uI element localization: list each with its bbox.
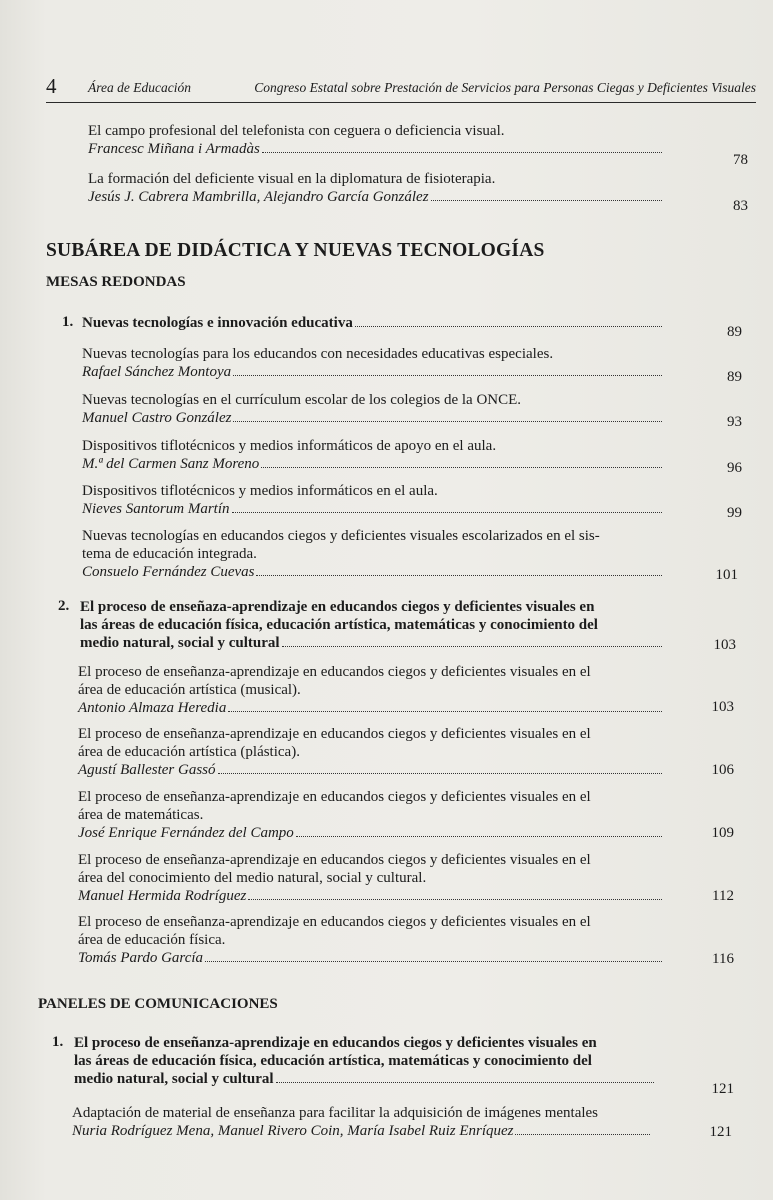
entry-page: 96 bbox=[727, 460, 742, 476]
toc-entry bbox=[78, 788, 666, 842]
toc-entry bbox=[72, 1104, 654, 1140]
entry-author: Rafael Sánchez Montoya bbox=[82, 364, 232, 380]
entry-author: Francesc Miñana i Armadàs bbox=[88, 141, 260, 157]
toc-entry bbox=[82, 482, 666, 518]
entry-title: Dispositivos tiflotécnicos y medios informáticos en el aula. bbox=[82, 483, 438, 499]
entry-page: 101 bbox=[715, 567, 738, 583]
section-number: 2. bbox=[58, 598, 70, 614]
section-page: 89 bbox=[727, 324, 742, 340]
toc-entry bbox=[82, 391, 666, 427]
subarea-title: SUBÁREA DE DIDÁCTICA Y NUEVAS TECNOLOGÍAS bbox=[46, 240, 545, 261]
toc-entry bbox=[78, 851, 666, 905]
entry-title-cont: área de educación física. bbox=[78, 932, 226, 948]
entry-title: Nuevas tecnologías para los educandos con necesidades educativas especiales. bbox=[82, 346, 554, 362]
section-heading bbox=[80, 598, 666, 652]
entry-title-cont: área de educación artística (plástica). bbox=[78, 744, 300, 760]
running-header bbox=[46, 76, 756, 103]
entry-title: Nuevas tecnologías en educandos ciegos y deficientes visuales escolarizados en el sis- bbox=[82, 528, 600, 544]
section-page: 103 bbox=[713, 637, 736, 653]
toc-entry bbox=[82, 437, 666, 473]
toc-entry bbox=[82, 527, 666, 581]
entry-author: Agustí Ballester Gassó bbox=[78, 762, 216, 778]
entry-author: Nieves Santorum Martín bbox=[82, 501, 230, 517]
entry-author: José Enrique Fernández del Campo bbox=[78, 825, 294, 841]
entry-page: 121 bbox=[709, 1124, 732, 1140]
section-heading-line: las áreas de educación física, educación artística, matemáticas y conocimiento del bbox=[74, 1053, 592, 1069]
entry-author: Jesús J. Cabrera Mambrilla, Alejandro García González bbox=[88, 189, 429, 205]
mesas-title: MESAS REDONDAS bbox=[46, 274, 186, 290]
entry-page: 112 bbox=[712, 888, 734, 904]
entry-title: El proceso de enseñanza-aprendizaje en educandos ciegos y deficientes visuales en el bbox=[78, 789, 591, 805]
section-heading bbox=[82, 314, 666, 332]
section-heading-line: las áreas de educación física, educación artística, matemáticas y conocimiento del bbox=[80, 617, 598, 633]
entry-title-cont: área del conocimiento del medio natural, social y cultural. bbox=[78, 870, 427, 886]
entry-title: El proceso de enseñanza-aprendizaje en educandos ciegos y deficientes visuales en el bbox=[78, 664, 591, 680]
entry-title: Nuevas tecnologías en el currículum escolar de los colegios de la ONCE. bbox=[82, 392, 522, 408]
entry-page: 106 bbox=[711, 762, 734, 778]
toc-entry bbox=[78, 725, 666, 779]
entry-title-cont: área de educación artística (musical). bbox=[78, 682, 301, 698]
entry-title: Adaptación de material de enseñanza para facilitar la adquisición de imágenes mentales bbox=[72, 1105, 599, 1121]
section-heading-text: Nuevas tecnologías e innovación educativa bbox=[82, 315, 353, 331]
entry-title: Dispositivos tiflotécnicos y medios informáticos de apoyo en el aula. bbox=[82, 438, 497, 454]
toc-entry bbox=[78, 663, 666, 717]
header-conference: Congreso Estatal sobre Prestación de Servicios para Personas Ciegas y Deficientes Visuales bbox=[254, 80, 756, 95]
entry-title: La formación del deficiente visual en la diplomatura de fisioterapia. bbox=[88, 171, 496, 187]
page-number: 4 bbox=[46, 74, 57, 98]
entry-page: 89 bbox=[727, 369, 742, 385]
entry-page: 78 bbox=[733, 152, 748, 168]
section-heading-line: El proceso de enseñanza-aprendizaje en educandos ciegos y deficientes visuales en bbox=[74, 1035, 597, 1051]
entry-title-cont: área de matemáticas. bbox=[78, 807, 204, 823]
section-page: 121 bbox=[711, 1081, 734, 1097]
entry-title-cont: tema de educación integrada. bbox=[82, 546, 257, 562]
entry-page: 116 bbox=[712, 951, 734, 967]
section-number: 1. bbox=[62, 314, 74, 330]
entry-author: Manuel Hermida Rodríguez bbox=[78, 888, 247, 904]
entry-author: Consuelo Fernández Cuevas bbox=[82, 564, 255, 580]
section-heading-line: medio natural, social y cultural bbox=[80, 635, 280, 651]
entry-title: El proceso de enseñanza-aprendizaje en educandos ciegos y deficientes visuales en el bbox=[78, 726, 591, 742]
entry-author: Tomás Pardo García bbox=[78, 950, 204, 966]
entry-author: Nuria Rodríguez Mena, Manuel Rivero Coin, María Isabel Ruiz Enríquez bbox=[72, 1123, 514, 1139]
entry-author: Antonio Almaza Heredia bbox=[78, 700, 227, 716]
entry-page: 99 bbox=[727, 505, 742, 521]
header-area: Área de Educación bbox=[88, 80, 191, 95]
section-heading-line: El proceso de enseñaza-aprendizaje en educandos ciegos y deficientes visuales en bbox=[80, 599, 595, 615]
entry-page: 83 bbox=[733, 198, 748, 214]
entry-page: 103 bbox=[711, 699, 734, 715]
entry-page: 109 bbox=[711, 825, 734, 841]
entry-title: El campo profesional del telefonista con ceguera o deficiencia visual. bbox=[88, 123, 505, 139]
section-heading-line: medio natural, social y cultural bbox=[74, 1071, 274, 1087]
toc-entry bbox=[88, 170, 666, 206]
paneles-title: PANELES DE COMUNICACIONES bbox=[38, 996, 278, 1012]
toc-entry bbox=[78, 913, 666, 967]
toc-entry bbox=[88, 122, 666, 158]
section-heading bbox=[74, 1034, 658, 1088]
entry-title: El proceso de enseñanza-aprendizaje en educandos ciegos y deficientes visuales en el bbox=[78, 852, 591, 868]
entry-page: 93 bbox=[727, 414, 742, 430]
toc-entry bbox=[82, 345, 666, 381]
section-number: 1. bbox=[52, 1034, 64, 1050]
entry-author: Manuel Castro González bbox=[82, 410, 232, 426]
entry-title: El proceso de enseñanza-aprendizaje en educandos ciegos y deficientes visuales en el bbox=[78, 914, 591, 930]
entry-author: M.ª del Carmen Sanz Moreno bbox=[82, 456, 260, 472]
